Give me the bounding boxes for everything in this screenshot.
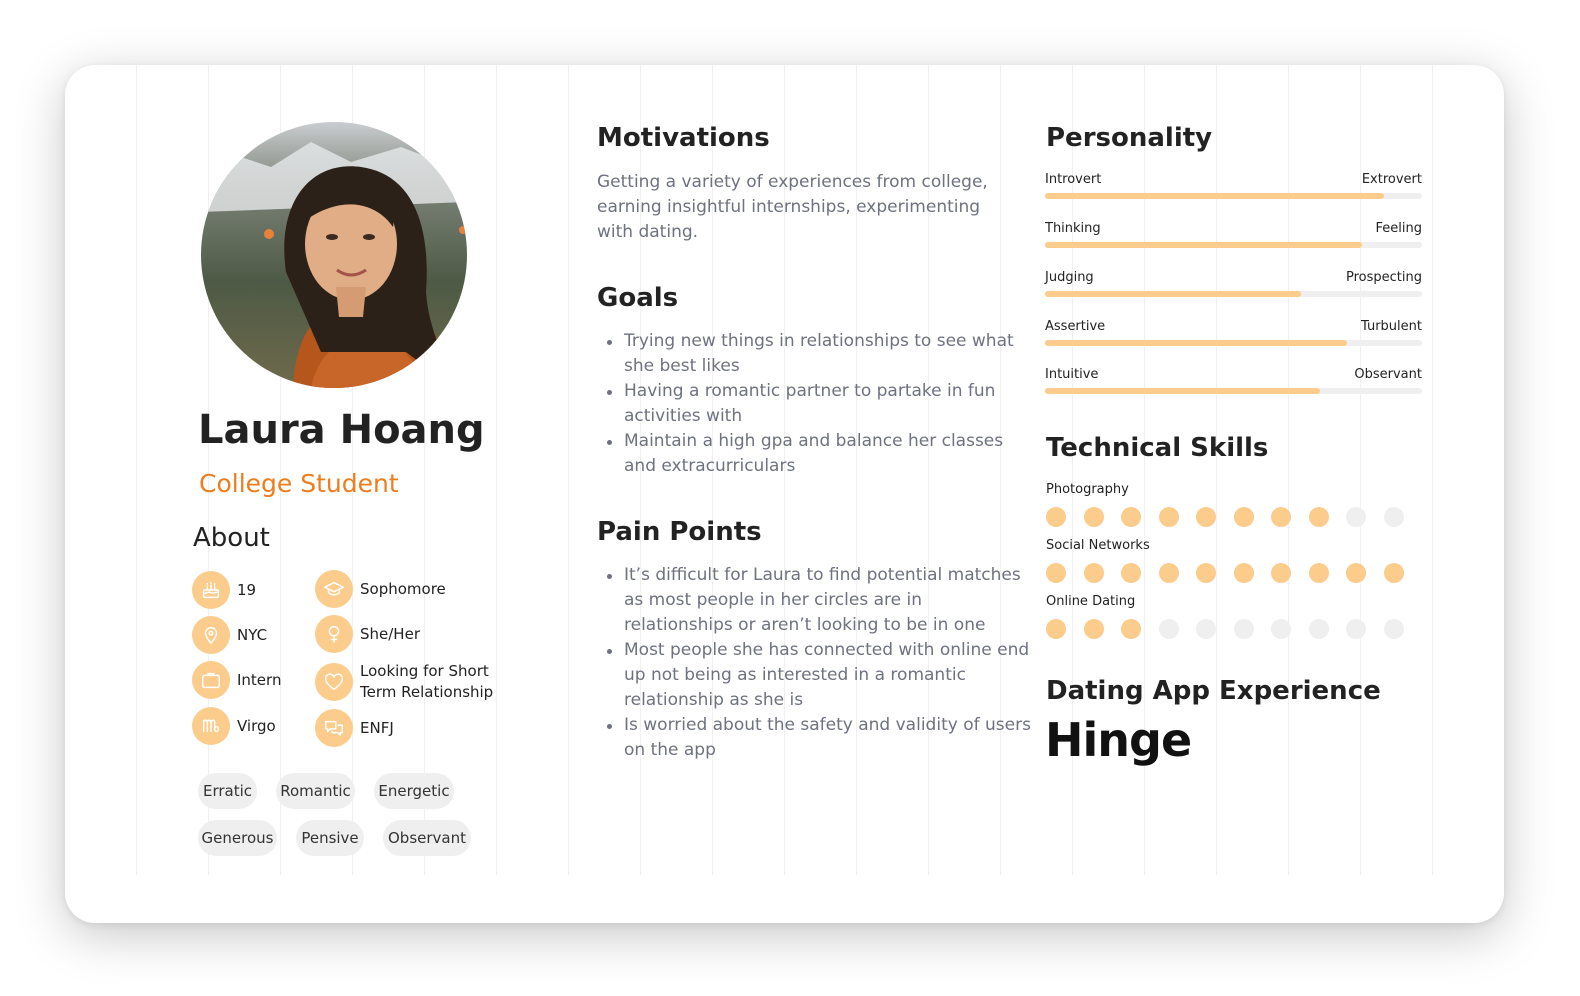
- trait-row: [1045, 270, 1422, 297]
- rating-dot-filled: [1384, 563, 1404, 583]
- trait-right-label: Extrovert: [1361, 172, 1422, 187]
- gender-icon: [315, 615, 353, 653]
- rating-dot-filled: [1159, 563, 1179, 583]
- rating-dot-filled: [1234, 563, 1254, 583]
- hinge-logo: Hinge: [1045, 713, 1192, 767]
- trait-labels: [1045, 172, 1422, 187]
- persona-name: Laura Hoang: [198, 407, 485, 453]
- rating-dot-empty: [1196, 619, 1216, 639]
- location-pin-icon: [192, 616, 230, 654]
- list-item: Having a romantic partner to partake in fun activities with: [597, 379, 1014, 429]
- virgo-icon: [192, 707, 230, 745]
- about-zodiac: [192, 707, 276, 745]
- about-looking-for-text: [360, 661, 493, 703]
- motivations-title: Motivations: [597, 123, 770, 153]
- cake-icon: [192, 571, 230, 609]
- about-title: About: [193, 523, 270, 553]
- about-job: [192, 661, 281, 699]
- trait-row: [1045, 319, 1422, 346]
- graduation-cap-icon: [315, 570, 353, 608]
- about-mbti: [315, 709, 394, 747]
- trait-tag: Generous: [198, 820, 277, 856]
- grid-line: [1432, 65, 1433, 875]
- personality-title: Personality: [1046, 123, 1213, 153]
- rating-dot-empty: [1384, 507, 1404, 527]
- rating-dot-filled: [1309, 507, 1329, 527]
- trait-track: [1045, 193, 1422, 199]
- trait-left-label: Thinking: [1045, 221, 1101, 236]
- list-item: Most people she has connected with online end up not being as interested in a romantic relationship as she is: [597, 638, 1031, 713]
- trait-tag: Erratic: [198, 773, 257, 809]
- rating-dot-filled: [1121, 619, 1141, 639]
- rating-dot-empty: [1271, 619, 1291, 639]
- goals-list: [597, 329, 1014, 479]
- chat-icon: [315, 709, 353, 747]
- trait-labels: [1045, 319, 1422, 334]
- trait-track: [1045, 291, 1422, 297]
- rating-dot-empty: [1309, 619, 1329, 639]
- trait-track: [1045, 388, 1422, 394]
- rating-dot-filled: [1271, 507, 1291, 527]
- list-item: Maintain a high gpa and balance her classes and extracurriculars: [597, 429, 1014, 479]
- dating-app-title: Dating App Experience: [1046, 676, 1381, 706]
- motivations-line: earning insightful internships, experimenting: [597, 197, 981, 217]
- about-looking-for: [315, 661, 493, 703]
- trait-right-label: Turbulent: [1361, 319, 1422, 334]
- trait-fill: [1045, 193, 1384, 199]
- grid-line: [496, 65, 497, 875]
- trait-left-label: Intuitive: [1045, 367, 1099, 382]
- rating-dot-filled: [1196, 563, 1216, 583]
- rating-dot-empty: [1234, 619, 1254, 639]
- pain-points-title: Pain Points: [597, 517, 762, 547]
- rating-dot-empty: [1346, 619, 1366, 639]
- list-item: Is worried about the safety and validity of users on the app: [597, 713, 1031, 763]
- motivations-line: Getting a variety of experiences from college,: [597, 172, 988, 192]
- skill-label: Photography: [1046, 482, 1129, 497]
- grid-line: [136, 65, 137, 875]
- about-pronouns: [315, 615, 420, 653]
- rating-dot-filled: [1346, 563, 1366, 583]
- briefcase-icon: [192, 661, 230, 699]
- list-item: Trying new things in relationships to see what she best likes: [597, 329, 1014, 379]
- rating-dot-filled: [1084, 563, 1104, 583]
- trait-row: [1045, 367, 1422, 394]
- rating-dot-filled: [1309, 563, 1329, 583]
- trait-tag: Pensive: [296, 820, 364, 856]
- skill-label: Online Dating: [1046, 594, 1136, 609]
- about-job-text: Intern: [237, 670, 282, 689]
- heart-icon: [315, 663, 353, 701]
- trait-left-label: Introvert: [1045, 172, 1102, 187]
- rating-dot-empty: [1346, 507, 1366, 527]
- rating-dot-empty: [1384, 619, 1404, 639]
- rating-dot-filled: [1084, 507, 1104, 527]
- trait-row: [1045, 221, 1422, 248]
- trait-fill: [1045, 388, 1320, 394]
- trait-labels: [1045, 221, 1422, 236]
- rating-dot-filled: [1121, 507, 1141, 527]
- about-age-text: 19: [237, 580, 257, 599]
- persona-role: College Student: [199, 469, 399, 498]
- skill-label: Social Networks: [1046, 538, 1150, 553]
- rating-dot-filled: [1046, 563, 1066, 583]
- technical-skills-title: Technical Skills: [1046, 433, 1269, 463]
- trait-labels: [1045, 367, 1422, 382]
- grid-line: [568, 65, 569, 875]
- pain-points-list: [597, 563, 1031, 763]
- about-year: [315, 570, 446, 608]
- about-zodiac-text: Virgo: [237, 716, 276, 735]
- about-location: [192, 616, 267, 654]
- rating-dot-filled: [1084, 619, 1104, 639]
- trait-track: [1045, 340, 1422, 346]
- trait-right-label: Observant: [1354, 367, 1422, 382]
- about-mbti-text: ENFJ: [360, 718, 394, 737]
- trait-tag: Observant: [383, 820, 471, 856]
- rating-dot-filled: [1196, 507, 1216, 527]
- trait-track: [1045, 242, 1422, 248]
- rating-dot-filled: [1046, 507, 1066, 527]
- rating-dot-filled: [1234, 507, 1254, 527]
- motivations-text: [597, 170, 988, 245]
- goals-title: Goals: [597, 283, 679, 313]
- rating-dot-filled: [1046, 619, 1066, 639]
- skill-rating: [1046, 507, 1421, 527]
- persona-card: [65, 65, 1504, 923]
- about-year-text: Sophomore: [360, 579, 446, 598]
- about-pronouns-text: She/Her: [360, 624, 420, 643]
- avatar: [201, 122, 467, 388]
- skill-rating: [1046, 619, 1421, 639]
- trait-labels: [1045, 270, 1422, 285]
- motivations-line: with dating.: [597, 222, 699, 242]
- about-looking-for-line1: Looking for Short: [360, 662, 489, 680]
- trait-fill: [1045, 340, 1347, 346]
- about-age: [192, 571, 256, 609]
- trait-left-label: Judging: [1045, 270, 1094, 285]
- trait-fill: [1045, 291, 1301, 297]
- skill-rating: [1046, 563, 1421, 583]
- trait-right-label: Prospecting: [1346, 270, 1422, 285]
- about-location-text: NYC: [237, 625, 268, 644]
- rating-dot-filled: [1159, 507, 1179, 527]
- trait-row: [1045, 172, 1422, 199]
- about-looking-for-line2: Term Relationship: [360, 683, 494, 701]
- trait-right-label: Feeling: [1375, 221, 1422, 236]
- trait-fill: [1045, 242, 1362, 248]
- rating-dot-filled: [1271, 563, 1291, 583]
- rating-dot-empty: [1159, 619, 1179, 639]
- list-item: It’s difficult for Laura to find potential matches as most people in her circles are in relationships or aren’t looking to be in one: [597, 563, 1031, 638]
- trait-left-label: Assertive: [1045, 319, 1106, 334]
- portrait-photo: [201, 122, 467, 388]
- trait-tag: Energetic: [374, 773, 454, 809]
- rating-dot-filled: [1121, 563, 1141, 583]
- trait-tag: Romantic: [276, 773, 355, 809]
